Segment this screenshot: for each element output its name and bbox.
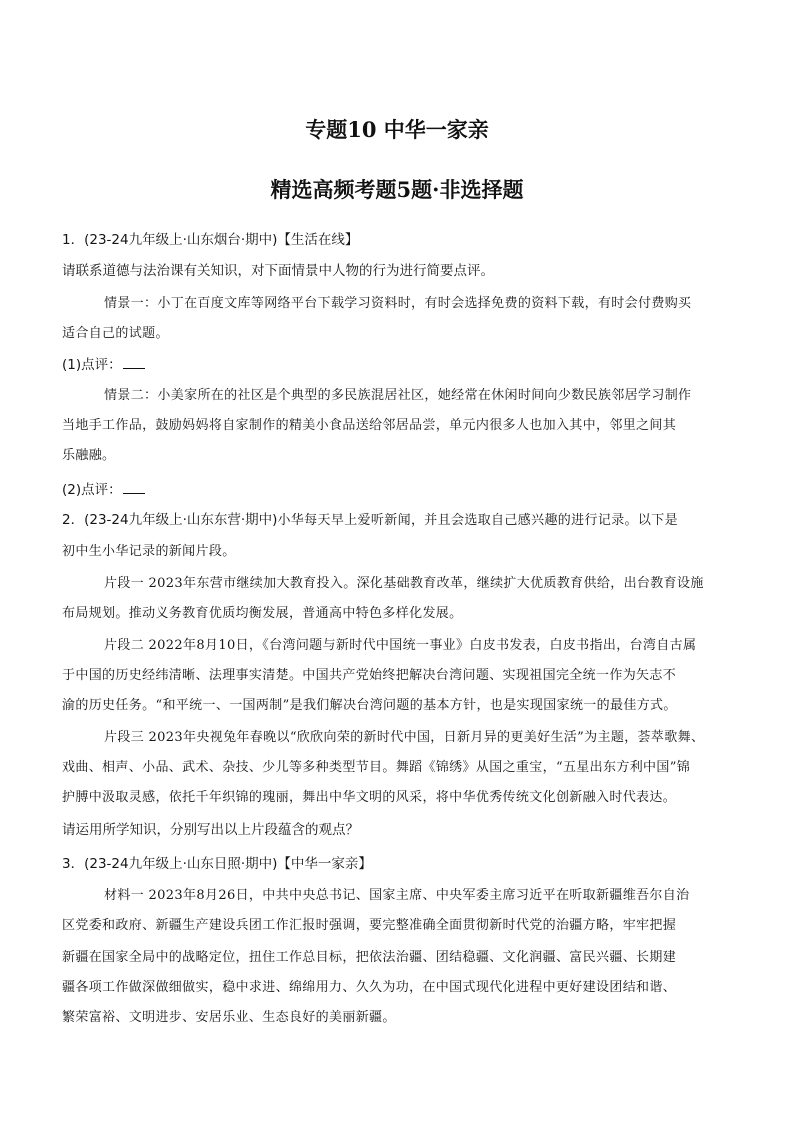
q2-p2-line1: 片段二 2022年8月10日，《台湾问题与新时代中国统一事业》白皮书发表，白皮书指出，台湾自古属 [104, 638, 697, 653]
q1-scene1-line1: 情景一：小丁在百度文库等网络平台下载学习资料时，有时会选择免费的资料下载，有时会付费购买 [104, 296, 692, 311]
q1-answer1 [62, 353, 145, 373]
q2-intro-line2: 初中生小华记录的新闻片段。 [62, 544, 236, 559]
q1-answer2-label: (2)点评： [62, 482, 122, 498]
q2-p1-line1: 片段一 2023年东营市继续加大教育投入。深化基础教育改革，继续扩大优质教育供给，出台教育设施 [104, 576, 704, 591]
q2-header: 2．(23-24九年级上·山东东营·期中) [62, 512, 278, 528]
q1-scene2-line2: 当地手工作品，鼓励妈妈将自家制作的精美小食品送给邻居品尝，单元内很多人也加入其中，邻里之间其 [62, 418, 677, 433]
q3-m1-line4: 疆各项工作做深做细做实，稳中求进、绵绵用力、久久为功，在中国式现代化进程中更好建设团结和谐、 [62, 980, 677, 995]
q3-m1-line3: 新疆在国家全局中的战略定位，扭住工作总目标，把依法治疆、团结稳疆、文化润疆、富民兴疆、长期建 [62, 950, 677, 965]
q1-scene2-line1: 情景二：小美家所在的社区是个典型的多民族混居社区，她经常在休闲时间向少数民族邻居学习制作 [104, 388, 692, 403]
q2-p3-line2: 戏曲、相声、小品、武术、杂技、少儿等多种类型节目。舞蹈《锦绣》从国之重宝，“五星出东方利中国”锦 [62, 760, 691, 775]
q3-header: 3．(23-24九年级上·山东日照·期中)【中华一家亲】 [62, 856, 372, 872]
q2-p1-line2: 布局规划。推动义务教育优质均衡发展，普通高中特色多样化发展。 [62, 606, 463, 621]
q3-m1-line1: 材料一 2023年8月26日，中共中央总书记、国家主席、中央军委主席习近平在听取新疆维吾尔自治 [104, 888, 690, 903]
q2-intro-text: 小华每天早上爱听新闻，并且会选取自己感兴趣的进行记录。以下是 [277, 513, 678, 528]
q2-p2-line3: 渝的历史任务。“和平统一、一国两制”是我们解决台湾问题的基本方针，也是实现国家统一的最佳方式。 [62, 698, 677, 713]
document-subtitle: 精选高频考题5题·非选择题 [270, 177, 524, 202]
q2-intro-line1 [62, 508, 678, 529]
q1-instruction: 请联系道德与法治课有关知识，对下面情景中人物的行为进行简要点评。 [62, 263, 494, 279]
q1-header: 1．(23-24九年级上·山东烟台·期中)【生活在线】 [62, 232, 359, 248]
q1-scene1-line2: 适合自己的试题。 [62, 326, 169, 341]
q1-scene2-line3: 乐融融。 [62, 448, 116, 463]
q2-p3-line1: 片段三 2023年央视兔年春晚以“欣欣向荣的新时代中国，日新月异的更美好生活”为主题，荟萃歌舞、 [104, 730, 705, 745]
q2-p3-line3: 护膊中汲取灵感，依托千年织锦的瑰丽，舞出中华文明的风采，将中华优秀传统文化创新融入时代表达。 [62, 790, 677, 805]
answer-blank[interactable] [123, 482, 145, 494]
q3-m1-line5: 繁荣富裕、文明进步、安居乐业、生态良好的美丽新疆。 [62, 1010, 396, 1025]
q2-p2-line2: 于中国的历史经纬清晰、法理事实清楚。中国共产党始终把解决台湾问题、实现祖国完全统一作为矢志不 [62, 668, 677, 683]
document-title: 专题10 中华一家亲 [305, 117, 489, 142]
q3-m1-line2: 区党委和政府、新疆生产建设兵团工作汇报时强调，要完整准确全面贯彻新时代党的治疆方略，牢牢把握 [62, 918, 677, 933]
answer-blank[interactable] [123, 357, 145, 369]
q1-answer2 [62, 478, 145, 498]
q2-question: 请运用所学知识，分别写出以上片段蕴含的观点？ [62, 822, 359, 838]
q1-answer1-label: (1)点评： [62, 357, 122, 373]
